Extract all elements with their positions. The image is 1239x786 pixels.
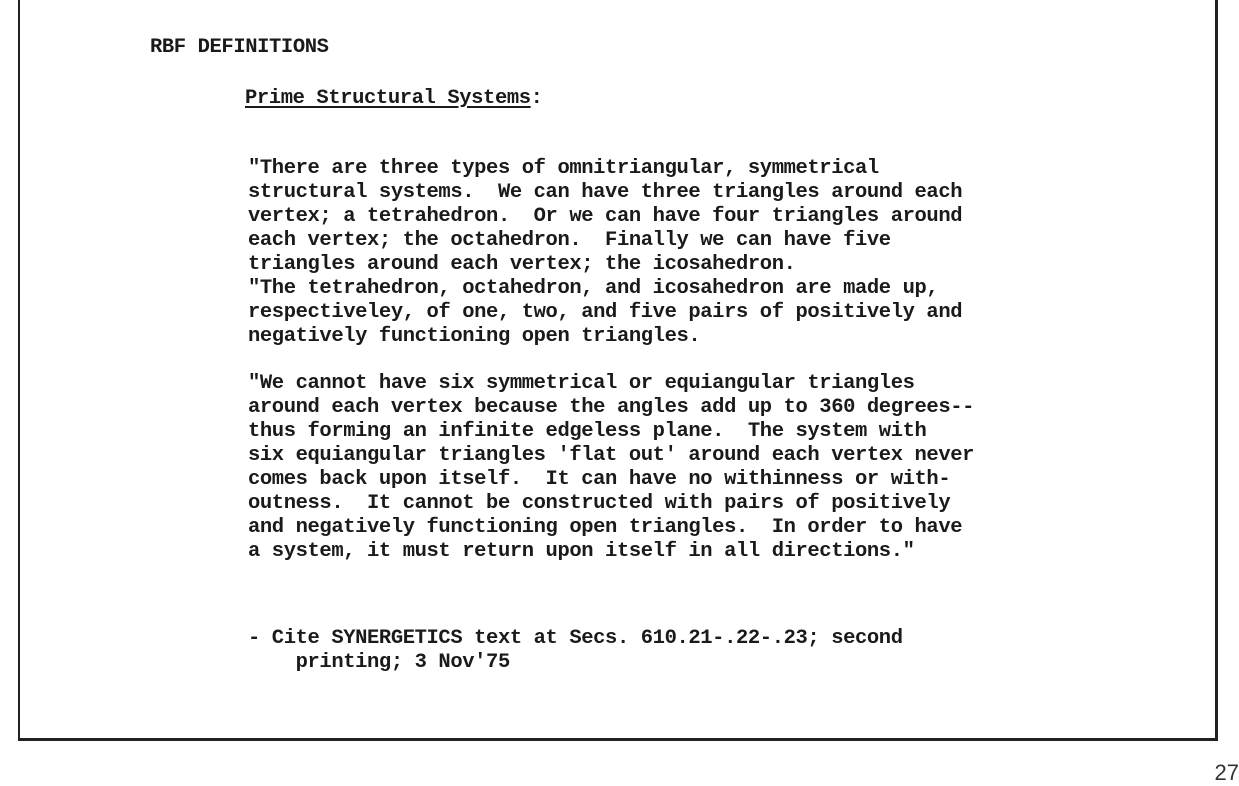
paragraph-line: structural systems. We can have three triangles around each — [248, 181, 963, 204]
paragraph-line: around each vertex because the angles add up to 360 degrees-- — [248, 396, 975, 419]
paragraph-line: "There are three types of omnitriangular, symmetrical — [248, 157, 879, 180]
page-number: 27 — [1214, 760, 1239, 785]
definition-card — [18, 0, 1218, 741]
paragraph-line: a system, it must return upon itself in all directions." — [248, 540, 915, 563]
section-subheading — [245, 87, 543, 111]
paragraph-line: thus forming an infinite edgeless plane. The system with — [248, 420, 927, 443]
subheading-colon: : — [530, 87, 543, 110]
paragraph-line: vertex; a tetrahedron. Or we can have four triangles around — [248, 205, 963, 228]
paragraph-line: negatively functioning open triangles. — [248, 325, 701, 348]
paragraph-line: six equiangular triangles 'flat out' around each vertex never — [248, 444, 975, 467]
paragraph-line: "The tetrahedron, octahedron, and icosahedron are made up, — [248, 277, 939, 300]
paragraph-2 — [248, 277, 962, 349]
paragraph-line: respectiveley, of one, two, and five pairs of positively and — [248, 301, 963, 324]
citation — [248, 627, 903, 675]
citation-line: - Cite SYNERGETICS text at Secs. 610.21-.22-.23; second — [248, 627, 903, 650]
paragraph-line: each vertex; the octahedron. Finally we can have five — [248, 229, 891, 252]
paragraph-1 — [248, 157, 962, 277]
document-heading: RBF DEFINITIONS — [150, 36, 329, 59]
paragraph-line: comes back upon itself. It can have no withinness or with- — [248, 468, 951, 491]
paragraph-line: and negatively functioning open triangles. In order to have — [248, 516, 963, 539]
paragraph-line: outness. It cannot be constructed with pairs of positively — [248, 492, 951, 515]
subheading-text: Prime Structural Systems — [245, 87, 531, 110]
paragraph-3 — [248, 372, 974, 564]
paragraph-line: "We cannot have six symmetrical or equiangular triangles — [248, 372, 915, 395]
paragraph-line: triangles around each vertex; the icosahedron. — [248, 253, 796, 276]
citation-line: printing; 3 Nov'75 — [248, 651, 510, 674]
